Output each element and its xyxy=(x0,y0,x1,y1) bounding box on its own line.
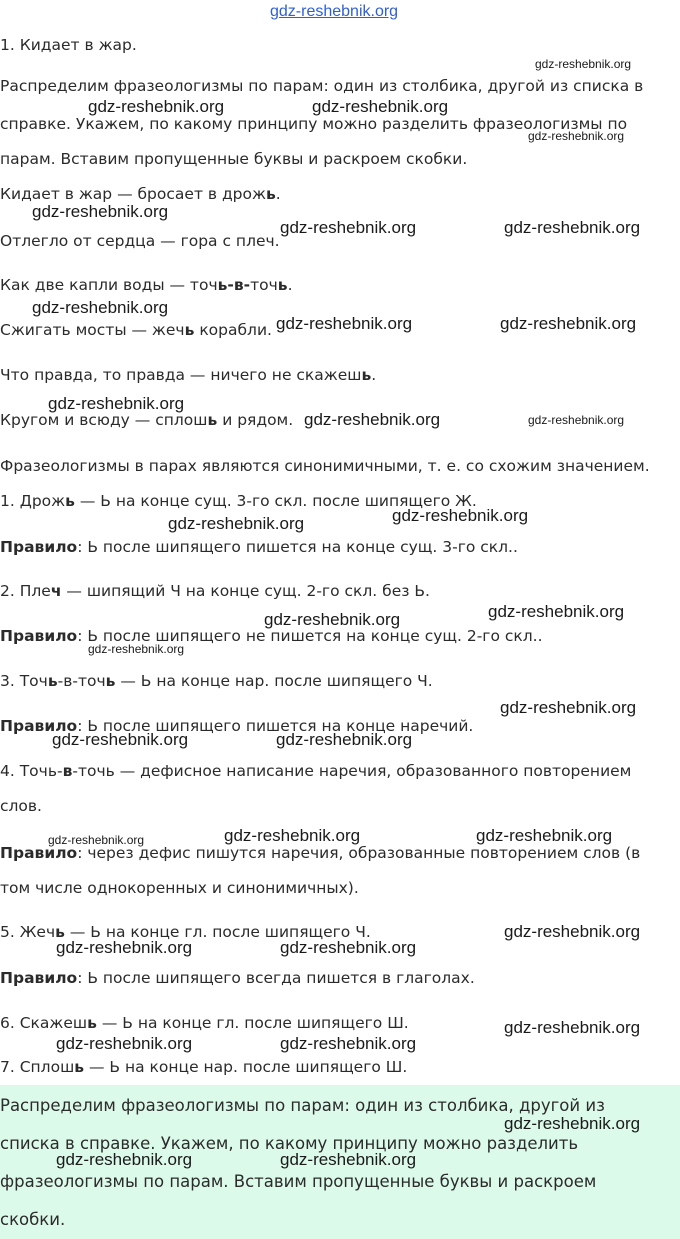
phraseology-pair: Как две капли воды — точь-в-точь. xyxy=(0,276,293,294)
watermark: gdz-reshebnik.org xyxy=(504,1114,641,1133)
summary-text: Фразеологизмы в парах являются синонимичными, т. е. со схожим значением. xyxy=(0,457,650,475)
highlight-text-line: фразеологизмы по парам. Вставим пропущенные буквы и раскроем xyxy=(0,1172,597,1191)
watermark: gdz-reshebnik.org xyxy=(535,57,632,71)
highlight-text-line: списка в справке. Укажем, по какому принципу можно разделить xyxy=(0,1134,579,1153)
watermark: gdz-reshebnik.org xyxy=(32,202,169,221)
rule-line-continuation: том числе однокоренных и синонимичных). xyxy=(0,879,359,897)
phraseology-pair: Кидает в жар — бросает в дрожь. xyxy=(0,185,281,203)
explanation-item: 3. Точь-в-точь — Ь на конце нар. после шипящего Ч. xyxy=(0,672,433,690)
watermark: gdz-reshebnik.org xyxy=(504,1018,641,1037)
watermark: gdz-reshebnik.org xyxy=(88,97,225,116)
watermark: gdz-reshebnik.org xyxy=(280,1034,417,1053)
watermark: gdz-reshebnik.org xyxy=(500,314,637,333)
watermark: gdz-reshebnik.org xyxy=(32,298,169,317)
explanation-item: 1. Дрожь — Ь на конце сущ. 3-го скл. после шипящего Ж. xyxy=(0,492,477,510)
phraseology-pair: Отлегло от сердца — гора с плеч. xyxy=(0,232,280,250)
watermark: gdz-reshebnik.org xyxy=(488,602,625,621)
explanation-item: 2. Плеч — шипящий Ч на конце сущ. 2-го скл. без Ь. xyxy=(0,582,430,600)
phraseology-pair: Сжигать мосты — жечь корабли. xyxy=(0,321,272,339)
watermark: gdz-reshebnik.org xyxy=(392,506,529,525)
explanation-item: 7. Сплошь — Ь на конце нар. после шипящего Ш. xyxy=(0,1058,408,1076)
watermark: gdz-reshebnik.org xyxy=(304,410,441,429)
watermark: gdz-reshebnik.org xyxy=(280,938,417,957)
watermark: gdz-reshebnik.org xyxy=(504,218,641,237)
watermark: gdz-reshebnik.org xyxy=(312,97,449,116)
watermark: gdz-reshebnik.org xyxy=(504,922,641,941)
watermark: gdz-reshebnik.org xyxy=(528,129,625,143)
explanation-item: 6. Скажешь — Ь на конце гл. после шипящего Ш. xyxy=(0,1014,409,1032)
exercise-heading: 1. Кидает в жар. xyxy=(0,36,137,54)
phraseology-pair: Что правда, то правда — ничего не скажешь. xyxy=(0,366,377,384)
intro-line: справке. Укажем, по какому принципу можно разделить фразеологизмы по xyxy=(0,115,628,133)
intro-line: Распределим фразеологизмы по парам: один из столбика, другой из списка в xyxy=(0,77,644,95)
intro-line: парам. Вставим пропущенные буквы и раскроем скобки. xyxy=(0,150,468,168)
watermark: gdz-reshebnik.org xyxy=(500,698,637,717)
phraseology-pair: Кругом и всюду — сплошь и рядом. xyxy=(0,411,294,429)
watermark: gdz-reshebnik.org xyxy=(264,610,401,629)
watermark: gdz-reshebnik.org xyxy=(528,413,625,427)
rule-line: Правило: Ь после шипящего не пишется на конце сущ. 2-го скл.. xyxy=(0,627,543,645)
watermark: gdz-reshebnik.org xyxy=(476,826,613,845)
watermark: gdz-reshebnik.org xyxy=(56,938,193,957)
watermark: gdz-reshebnik.org xyxy=(48,833,145,847)
watermark: gdz-reshebnik.org xyxy=(276,730,413,749)
watermark: gdz-reshebnik.org xyxy=(88,642,185,656)
explanation-item-continuation: слов. xyxy=(0,797,42,815)
watermark: gdz-reshebnik.org xyxy=(56,1150,193,1169)
highlight-text-line: скобки. xyxy=(0,1210,66,1229)
watermark: gdz-reshebnik.org xyxy=(280,218,417,237)
watermark: gdz-reshebnik.org xyxy=(276,314,413,333)
explanation-item: 5. Жечь — Ь на конце гл. после шипящего Ч. xyxy=(0,923,371,941)
watermark: gdz-reshebnik.org xyxy=(52,730,189,749)
rule-line: Правило: через дефис пишутся наречия, образованные повторением слов (в xyxy=(0,844,641,862)
rule-line: Правило: Ь после шипящего всегда пишется в глаголах. xyxy=(0,969,475,987)
site-watermark-link[interactable]: gdz-reshebnik.org xyxy=(270,3,399,20)
highlight-text-line: Распределим фразеологизмы по парам: один из столбика, другой из xyxy=(0,1096,605,1115)
watermark: gdz-reshebnik.org xyxy=(224,826,361,845)
watermark: gdz-reshebnik.org xyxy=(280,1150,417,1169)
rule-line: Правило: Ь после шипящего пишется на конце сущ. 3-го скл.. xyxy=(0,538,518,556)
rule-line: Правило: Ь после шипящего пишется на конце наречий. xyxy=(0,717,474,735)
watermark: gdz-reshebnik.org xyxy=(48,394,185,413)
watermark: gdz-reshebnik.org xyxy=(56,1034,193,1053)
watermark: gdz-reshebnik.org xyxy=(168,514,305,533)
explanation-item: 4. Точь-в-точь — дефисное написание наречия, образованного повторением xyxy=(0,762,632,780)
